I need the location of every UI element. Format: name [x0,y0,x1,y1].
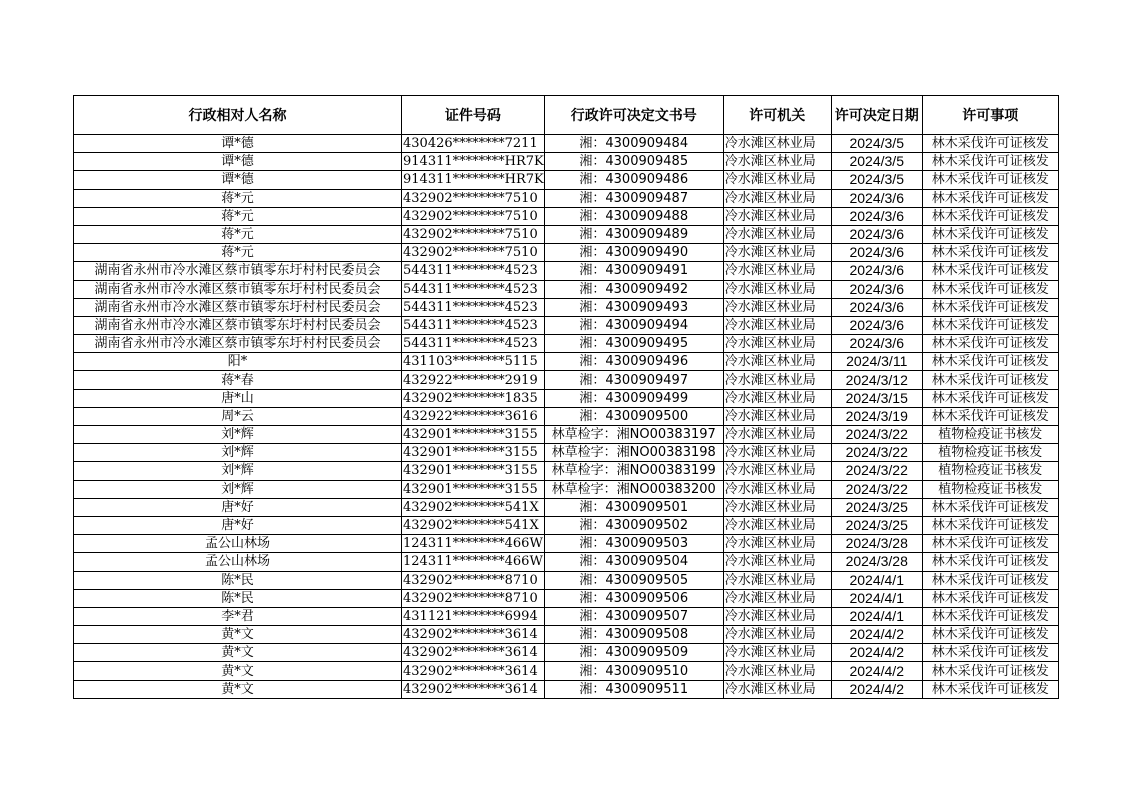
cell-doc-number: 湘：4300909487 [544,189,723,207]
cell-authority: 冷水滩区林业局 [723,316,831,334]
cell-id-number: 432902********3614 [402,626,545,644]
cell-permit-item: 林木采伐许可证核发 [922,553,1058,571]
cell-doc-number: 湘：4300909485 [544,153,723,171]
cell-date: 2024/3/22 [831,426,922,444]
cell-id-number: 432901********3155 [402,462,545,480]
cell-authority: 冷水滩区林业局 [723,244,831,262]
cell-permit-item: 林木采伐许可证核发 [922,626,1058,644]
table-row [74,426,1059,444]
cell-authority: 冷水滩区林业局 [723,371,831,389]
cell-authority: 冷水滩区林业局 [723,462,831,480]
cell-date: 2024/3/28 [831,553,922,571]
cell-authority: 冷水滩区林业局 [723,680,831,698]
cell-permit-item: 林木采伐许可证核发 [922,262,1058,280]
cell-doc-number: 湘：4300909502 [544,516,723,534]
cell-authority: 冷水滩区林业局 [723,153,831,171]
cell-permit-item: 林木采伐许可证核发 [922,498,1058,516]
cell-id-number: 430426********7211 [402,135,545,153]
cell-authority: 冷水滩区林业局 [723,335,831,353]
cell-id-number: 432902********7510 [402,225,545,243]
cell-party-name: 陈*民 [74,589,402,607]
cell-doc-number: 湘：4300909501 [544,498,723,516]
table-row [74,262,1059,280]
cell-authority: 冷水滩区林业局 [723,571,831,589]
cell-permit-item: 植物检疫证书核发 [922,426,1058,444]
cell-date: 2024/3/22 [831,462,922,480]
cell-date: 2024/3/6 [831,225,922,243]
cell-id-number: 432902********3614 [402,680,545,698]
cell-date: 2024/4/2 [831,680,922,698]
cell-permit-item: 林木采伐许可证核发 [922,153,1058,171]
cell-party-name: 谭*德 [74,153,402,171]
cell-authority: 冷水滩区林业局 [723,516,831,534]
cell-doc-number: 林草检字：湘NO00383197 [544,426,723,444]
cell-permit-item: 林木采伐许可证核发 [922,316,1058,334]
cell-id-number: 432902********8710 [402,571,545,589]
cell-date: 2024/3/28 [831,535,922,553]
cell-permit-item: 林木采伐许可证核发 [922,389,1058,407]
header-decision-date: 许可决定日期 [831,96,922,135]
table-row [74,244,1059,262]
cell-doc-number: 湘：4300909493 [544,298,723,316]
cell-party-name: 湖南省永州市冷水滩区蔡市镇零东圩村村民委员会 [74,262,402,280]
cell-permit-item: 林木采伐许可证核发 [922,225,1058,243]
cell-doc-number: 湘：4300909497 [544,371,723,389]
table-row [74,316,1059,334]
table-row [74,189,1059,207]
cell-id-number: 432902********1835 [402,389,545,407]
cell-permit-item: 林木采伐许可证核发 [922,680,1058,698]
cell-authority: 冷水滩区林业局 [723,189,831,207]
cell-id-number: 431103********5115 [402,353,545,371]
cell-authority: 冷水滩区林业局 [723,298,831,316]
cell-permit-item: 林木采伐许可证核发 [922,407,1058,425]
header-permit-item: 许可事项 [922,96,1058,135]
cell-party-name: 孟公山林场 [74,553,402,571]
table-row [74,644,1059,662]
cell-date: 2024/4/2 [831,626,922,644]
cell-date: 2024/3/6 [831,298,922,316]
cell-id-number: 431121********6994 [402,607,545,625]
cell-doc-number: 湘：4300909490 [544,244,723,262]
header-authority: 许可机关 [723,96,831,135]
cell-authority: 冷水滩区林业局 [723,589,831,607]
cell-authority: 冷水滩区林业局 [723,426,831,444]
cell-doc-number: 湘：4300909499 [544,389,723,407]
cell-authority: 冷水滩区林业局 [723,644,831,662]
cell-party-name: 谭*德 [74,171,402,189]
cell-party-name: 蒋*元 [74,207,402,225]
cell-permit-item: 林木采伐许可证核发 [922,244,1058,262]
cell-date: 2024/4/2 [831,644,922,662]
cell-permit-item: 植物检疫证书核发 [922,462,1058,480]
table-row [74,353,1059,371]
table-row [74,498,1059,516]
cell-party-name: 蒋*元 [74,244,402,262]
cell-date: 2024/3/6 [831,280,922,298]
cell-authority: 冷水滩区林业局 [723,207,831,225]
cell-party-name: 阳* [74,353,402,371]
cell-date: 2024/4/2 [831,662,922,680]
table-row [74,280,1059,298]
cell-doc-number: 湘：4300909489 [544,225,723,243]
cell-party-name: 刘*辉 [74,444,402,462]
cell-id-number: 432902********3614 [402,644,545,662]
cell-party-name: 蒋*元 [74,225,402,243]
table-header-row [74,96,1059,135]
cell-party-name: 蒋*春 [74,371,402,389]
cell-id-number: 914311********HR7K [403,154,544,170]
cell-date: 2024/3/6 [831,262,922,280]
cell-doc-number: 湘：4300909495 [544,335,723,353]
cell-date: 2024/3/22 [831,480,922,498]
table-row [74,480,1059,498]
table-row [74,571,1059,589]
cell-doc-number: 湘：4300909511 [544,680,723,698]
cell-doc-number: 林草检字：湘NO00383199 [544,462,723,480]
cell-id-number: 432902********7510 [402,189,545,207]
cell-date: 2024/3/25 [831,498,922,516]
table-row [74,462,1059,480]
cell-party-name: 陈*民 [74,571,402,589]
cell-id-number: 124311********466W [403,536,543,552]
cell-doc-number: 湘：4300909509 [544,644,723,662]
table-row [74,444,1059,462]
cell-id-number: 544311********4523 [402,298,545,316]
cell-authority: 冷水滩区林业局 [723,480,831,498]
cell-authority: 冷水滩区林业局 [723,626,831,644]
table-row [74,680,1059,698]
cell-date: 2024/4/1 [831,571,922,589]
cell-party-name: 刘*辉 [74,462,402,480]
table-row [74,607,1059,625]
table-row [74,662,1059,680]
cell-id-number: 432902********3614 [402,662,545,680]
cell-doc-number: 湘：4300909505 [544,571,723,589]
cell-party-name: 孟公山林场 [74,535,402,553]
cell-id-number: 544311********4523 [402,262,545,280]
cell-id-number: 432902********7510 [402,207,545,225]
table-row [74,407,1059,425]
cell-id-number: 432922********2919 [402,371,545,389]
cell-permit-item: 林木采伐许可证核发 [922,135,1058,153]
cell-id-number: 432922********3616 [402,407,545,425]
cell-party-name: 黄*文 [74,680,402,698]
cell-permit-item: 林木采伐许可证核发 [922,280,1058,298]
cell-date: 2024/3/6 [831,244,922,262]
cell-party-name: 李*君 [74,607,402,625]
cell-permit-item: 林木采伐许可证核发 [922,353,1058,371]
header-id-number: 证件号码 [402,96,545,135]
cell-permit-item: 林木采伐许可证核发 [922,335,1058,353]
cell-permit-item: 植物检疫证书核发 [922,480,1058,498]
table-row [74,171,1059,189]
cell-id-number: 544311********4523 [402,316,545,334]
cell-authority: 冷水滩区林业局 [723,662,831,680]
cell-authority: 冷水滩区林业局 [723,535,831,553]
table-row [74,516,1059,534]
table-row [74,535,1059,553]
cell-doc-number: 湘：4300909506 [544,589,723,607]
table-row [74,589,1059,607]
cell-doc-number: 湘：4300909508 [544,626,723,644]
cell-id-number: 432902********541X [402,516,545,534]
cell-authority: 冷水滩区林业局 [723,225,831,243]
cell-date: 2024/3/15 [831,389,922,407]
header-party-name: 行政相对人名称 [74,96,402,135]
table-row [74,135,1059,153]
cell-permit-item: 林木采伐许可证核发 [922,298,1058,316]
permit-table-container [73,95,1059,699]
cell-authority: 冷水滩区林业局 [723,135,831,153]
cell-doc-number: 湘：4300909491 [544,262,723,280]
cell-doc-number: 湘：4300909488 [544,207,723,225]
cell-date: 2024/3/6 [831,316,922,334]
cell-date: 2024/3/11 [831,353,922,371]
cell-date: 2024/4/1 [831,607,922,625]
cell-doc-number: 湘：4300909504 [544,553,723,571]
cell-authority: 冷水滩区林业局 [723,498,831,516]
cell-authority: 冷水滩区林业局 [723,389,831,407]
cell-doc-number: 湘：4300909484 [544,135,723,153]
cell-party-name: 湖南省永州市冷水滩区蔡市镇零东圩村村民委员会 [74,335,402,353]
cell-id-number: 432901********3155 [402,426,545,444]
cell-doc-number: 湘：4300909510 [544,662,723,680]
cell-party-name: 唐*好 [74,516,402,534]
cell-doc-number: 林草检字：湘NO00383200 [544,480,723,498]
cell-authority: 冷水滩区林业局 [723,171,831,189]
cell-date: 2024/3/6 [831,335,922,353]
table-row [74,298,1059,316]
cell-id-number: 432902********7510 [402,244,545,262]
cell-id-number: 432902********541X [402,498,545,516]
table-row [74,389,1059,407]
cell-permit-item: 林木采伐许可证核发 [922,189,1058,207]
cell-id-number: 544311********4523 [402,280,545,298]
cell-permit-item: 林木采伐许可证核发 [922,171,1058,189]
table-row [74,371,1059,389]
cell-id-number: 432901********3155 [402,480,545,498]
table-row [74,626,1059,644]
cell-doc-number: 湘：4300909507 [544,607,723,625]
cell-authority: 冷水滩区林业局 [723,262,831,280]
table-row [74,225,1059,243]
permit-table [73,95,1059,699]
cell-date: 2024/3/12 [831,371,922,389]
cell-id-number: 544311********4523 [402,335,545,353]
cell-date: 2024/3/6 [831,207,922,225]
cell-permit-item: 林木采伐许可证核发 [922,535,1058,553]
table-body [74,135,1059,699]
cell-party-name: 唐*山 [74,389,402,407]
table-row [74,207,1059,225]
table-row [74,335,1059,353]
cell-id-number: 914311********HR7K [403,172,544,188]
cell-party-name: 蒋*元 [74,189,402,207]
cell-date: 2024/3/5 [831,153,922,171]
cell-doc-number: 湘：4300909494 [544,316,723,334]
cell-doc-number: 林草检字：湘NO00383198 [544,444,723,462]
cell-permit-item: 林木采伐许可证核发 [922,662,1058,680]
cell-permit-item: 林木采伐许可证核发 [922,571,1058,589]
cell-permit-item: 林木采伐许可证核发 [922,371,1058,389]
cell-doc-number: 湘：4300909503 [544,535,723,553]
header-decision-doc-number: 行政许可决定文书号 [544,96,723,135]
cell-date: 2024/3/5 [831,135,922,153]
cell-id-number: 124311********466W [403,554,543,570]
cell-party-name: 周*云 [74,407,402,425]
cell-permit-item: 林木采伐许可证核发 [922,516,1058,534]
cell-party-name: 黄*文 [74,662,402,680]
cell-party-name: 湖南省永州市冷水滩区蔡市镇零东圩村村民委员会 [74,280,402,298]
cell-authority: 冷水滩区林业局 [723,444,831,462]
cell-authority: 冷水滩区林业局 [723,607,831,625]
cell-authority: 冷水滩区林业局 [723,553,831,571]
cell-date: 2024/4/1 [831,589,922,607]
cell-party-name: 黄*文 [74,644,402,662]
cell-date: 2024/3/6 [831,189,922,207]
cell-authority: 冷水滩区林业局 [723,407,831,425]
cell-permit-item: 林木采伐许可证核发 [922,607,1058,625]
cell-party-name: 黄*文 [74,626,402,644]
cell-permit-item: 林木采伐许可证核发 [922,589,1058,607]
cell-doc-number: 湘：4300909492 [544,280,723,298]
cell-doc-number: 湘：4300909496 [544,353,723,371]
cell-party-name: 刘*辉 [74,480,402,498]
cell-doc-number: 湘：4300909486 [544,171,723,189]
cell-party-name: 湖南省永州市冷水滩区蔡市镇零东圩村村民委员会 [74,298,402,316]
cell-date: 2024/3/22 [831,444,922,462]
table-row [74,153,1059,171]
cell-authority: 冷水滩区林业局 [723,280,831,298]
cell-date: 2024/3/19 [831,407,922,425]
cell-permit-item: 林木采伐许可证核发 [922,207,1058,225]
cell-date: 2024/3/25 [831,516,922,534]
cell-date: 2024/3/5 [831,171,922,189]
cell-authority: 冷水滩区林业局 [723,353,831,371]
cell-party-name: 唐*好 [74,498,402,516]
cell-party-name: 湖南省永州市冷水滩区蔡市镇零东圩村村民委员会 [74,316,402,334]
cell-permit-item: 植物检疫证书核发 [922,444,1058,462]
cell-id-number: 432901********3155 [402,444,545,462]
cell-permit-item: 林木采伐许可证核发 [922,644,1058,662]
table-row [74,553,1059,571]
cell-doc-number: 湘：4300909500 [544,407,723,425]
cell-party-name: 刘*辉 [74,426,402,444]
cell-id-number: 432902********8710 [402,589,545,607]
cell-party-name: 谭*德 [74,135,402,153]
